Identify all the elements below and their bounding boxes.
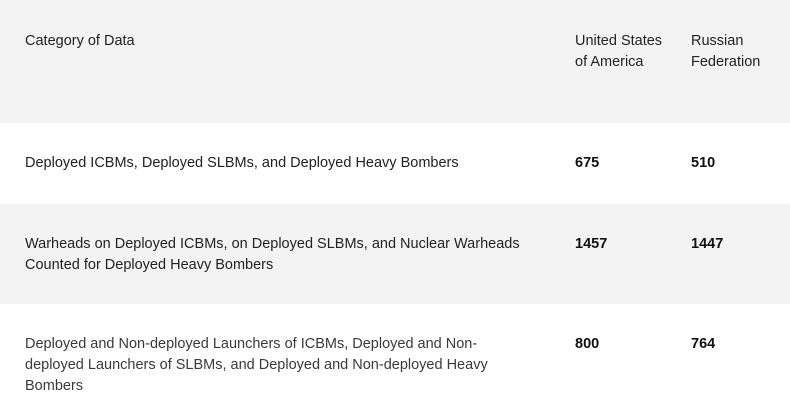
table-row	[0, 304, 790, 420]
row-category: Warheads on Deployed ICBMs, on Deployed SLBMs, and Nuclear Warheads Counted for Deployed Heavy Bombers	[25, 236, 520, 273]
table-row	[0, 204, 790, 304]
row-category: Deployed ICBMs, Deployed SLBMs, and Deployed Heavy Bombers	[25, 155, 459, 171]
row-ru-value: 510	[691, 155, 716, 171]
row-us-value: 1457	[575, 236, 608, 252]
row-us-value: 675	[575, 155, 600, 171]
header-united-states: United States of America	[575, 33, 663, 70]
table-row	[0, 123, 790, 204]
header-russian-federation: Russian Federation	[691, 33, 761, 70]
row-ru-value: 1447	[691, 236, 724, 252]
row-category: Deployed and Non-deployed Launchers of ICBMs, Deployed and Non-deployed Launchers of SLBMs, and Deployed and Non-deployed Heavy Bombers	[25, 336, 488, 394]
row-ru-value: 764	[691, 336, 716, 352]
row-us-value: 800	[575, 336, 600, 352]
table-header-row	[0, 0, 790, 123]
header-category-of-data: Category of Data	[25, 33, 135, 49]
